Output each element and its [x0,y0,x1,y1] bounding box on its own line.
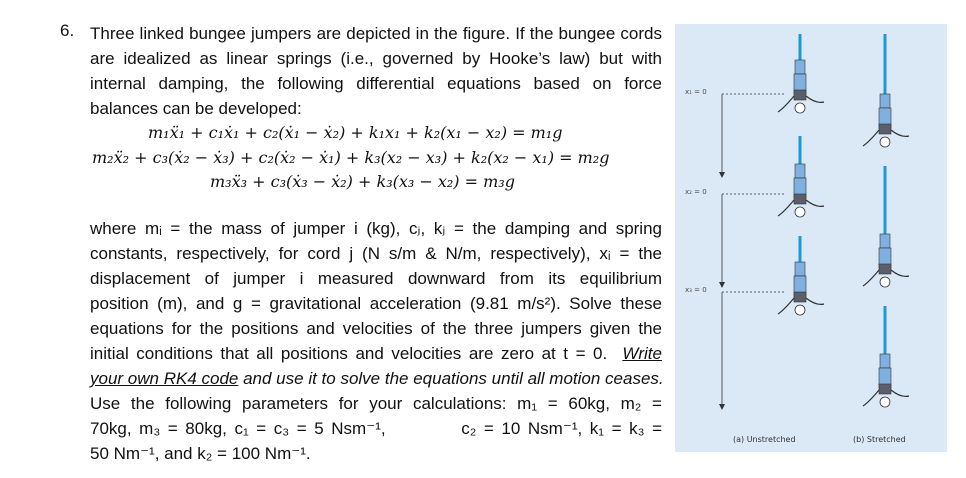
body-line-with-instruction [90,341,662,366]
jumper-shorts [794,90,806,100]
jumper-head [880,277,890,287]
intro-line: balances can be developed: [90,99,302,118]
jumper-arm-left [778,298,794,314]
intro-line: Three linked bungee jumpers are depicted in the figure. If the bungee cords [90,24,662,43]
problem-body [90,216,662,466]
arrowhead-x2 [719,282,725,288]
bungee-figure-svg [675,24,947,452]
equation-3: m₃ẍ₃ + c₃(ẋ₃ − ẋ₂) + k₃(x₃ − x₂) = m₃g [210,172,515,191]
params-line: 50 Nm⁻¹, and k₂ = 100 Nm⁻¹. [90,444,311,463]
jumper-figure [863,234,909,287]
jumper-legs [880,234,890,248]
jumper-head [795,305,805,315]
jumper-arm-right [891,390,909,396]
jumper-legs [795,60,805,74]
reference-x2 [685,188,785,288]
reference-x3 [685,286,785,410]
jumper-legs [880,354,890,368]
caption-stretched: (b) Stretched [853,435,906,444]
body-line: constants, respectively, for cord j (N s/m & N/m, respectively), xᵢ = the [90,244,662,263]
jumper-arm-left [863,270,879,286]
jumper-head [880,397,890,407]
jumper-shorts [879,384,891,394]
bungee-figure [675,24,947,452]
arrowhead-x3 [719,404,725,410]
instruction-line [90,366,662,391]
label-x2: x₂ = 0 [685,188,707,196]
jumper-shorts [794,292,806,302]
equation-1: m₁ẍ₁ + c₁ẋ₁ + c₂(ẋ₁ − ẋ₂) + k₁x₁ + k₂(x₁ − x₂) = m₁g [148,123,563,142]
jumper-arm-right [891,130,909,136]
instruction-rk4: your own RK4 code [90,369,239,388]
jumper-arm-right [891,270,909,276]
problem-number: 6. [60,21,75,40]
jumper-legs [795,164,805,178]
jumper-shorts [879,124,891,134]
jumper-shorts [794,194,806,204]
jumper-head [880,137,890,147]
jumper-arm-left [863,390,879,406]
jumper-arm-right [806,200,824,206]
label-x3: x₃ = 0 [685,286,707,294]
equation-2: m₂ẍ₂ + c₃(ẋ₂ − ẋ₃) + c₂(ẋ₂ − ẋ₁) + k₃(x₂ − x₃) + k₂(x₂ − x₁) = m₂g [92,148,610,167]
jumper-head [795,207,805,217]
instruction-write: Write [622,344,662,363]
body-line-text: initial conditions that all positions and velocities are zero at t = 0. [90,344,608,363]
body-line: equations for the positions and velocities of the three jumpers given the [90,319,662,338]
intro-line: internal damping, the following differential equations based on force [90,74,662,93]
label-x1: x₁ = 0 [685,88,707,96]
jumper-arm-left [863,130,879,146]
params-line: Use the following parameters for your calculations: m₁ = 60kg, m₂ = [90,394,662,413]
reference-x1 [685,88,785,178]
jumper-figure [778,262,824,315]
intro-line: are idealized as linear springs (i.e., governed by Hooke’s law) but with [90,49,662,68]
body-line: position (m), and g = gravitational acceleration (9.81 m/s²). Solve these [90,294,662,313]
jumper-legs [795,262,805,276]
jumpers [778,60,909,407]
jumper-figure [778,164,824,217]
jumper-head [795,103,805,113]
jumper-figure [863,354,909,407]
problem-intro [90,21,662,121]
caption-unstretched: (a) Unstretched [733,435,796,444]
body-line: displacement of jumper i measured downward from its equilibrium [90,269,662,288]
jumper-figure [778,60,824,113]
jumper-arm-right [806,96,824,102]
params-line: 70kg, m₃ = 80kg, c₁ = c₃ = 5 Nsm⁻¹, c₂ = 10 Nsm⁻¹, k₁ = k₃ = [90,419,662,438]
jumper-arm-left [778,96,794,112]
jumper-arm-left [778,200,794,216]
body-line: where mᵢ = the mass of jumper i (kg), cⱼ, kⱼ = the damping and spring [90,219,662,238]
jumper-figure [863,94,909,147]
instruction-tail: and use it to solve the equations until all motion ceases. [238,369,664,388]
jumper-legs [880,94,890,108]
jumper-shorts [879,264,891,274]
jumper-arm-right [806,298,824,304]
arrowhead-x1 [719,172,725,178]
